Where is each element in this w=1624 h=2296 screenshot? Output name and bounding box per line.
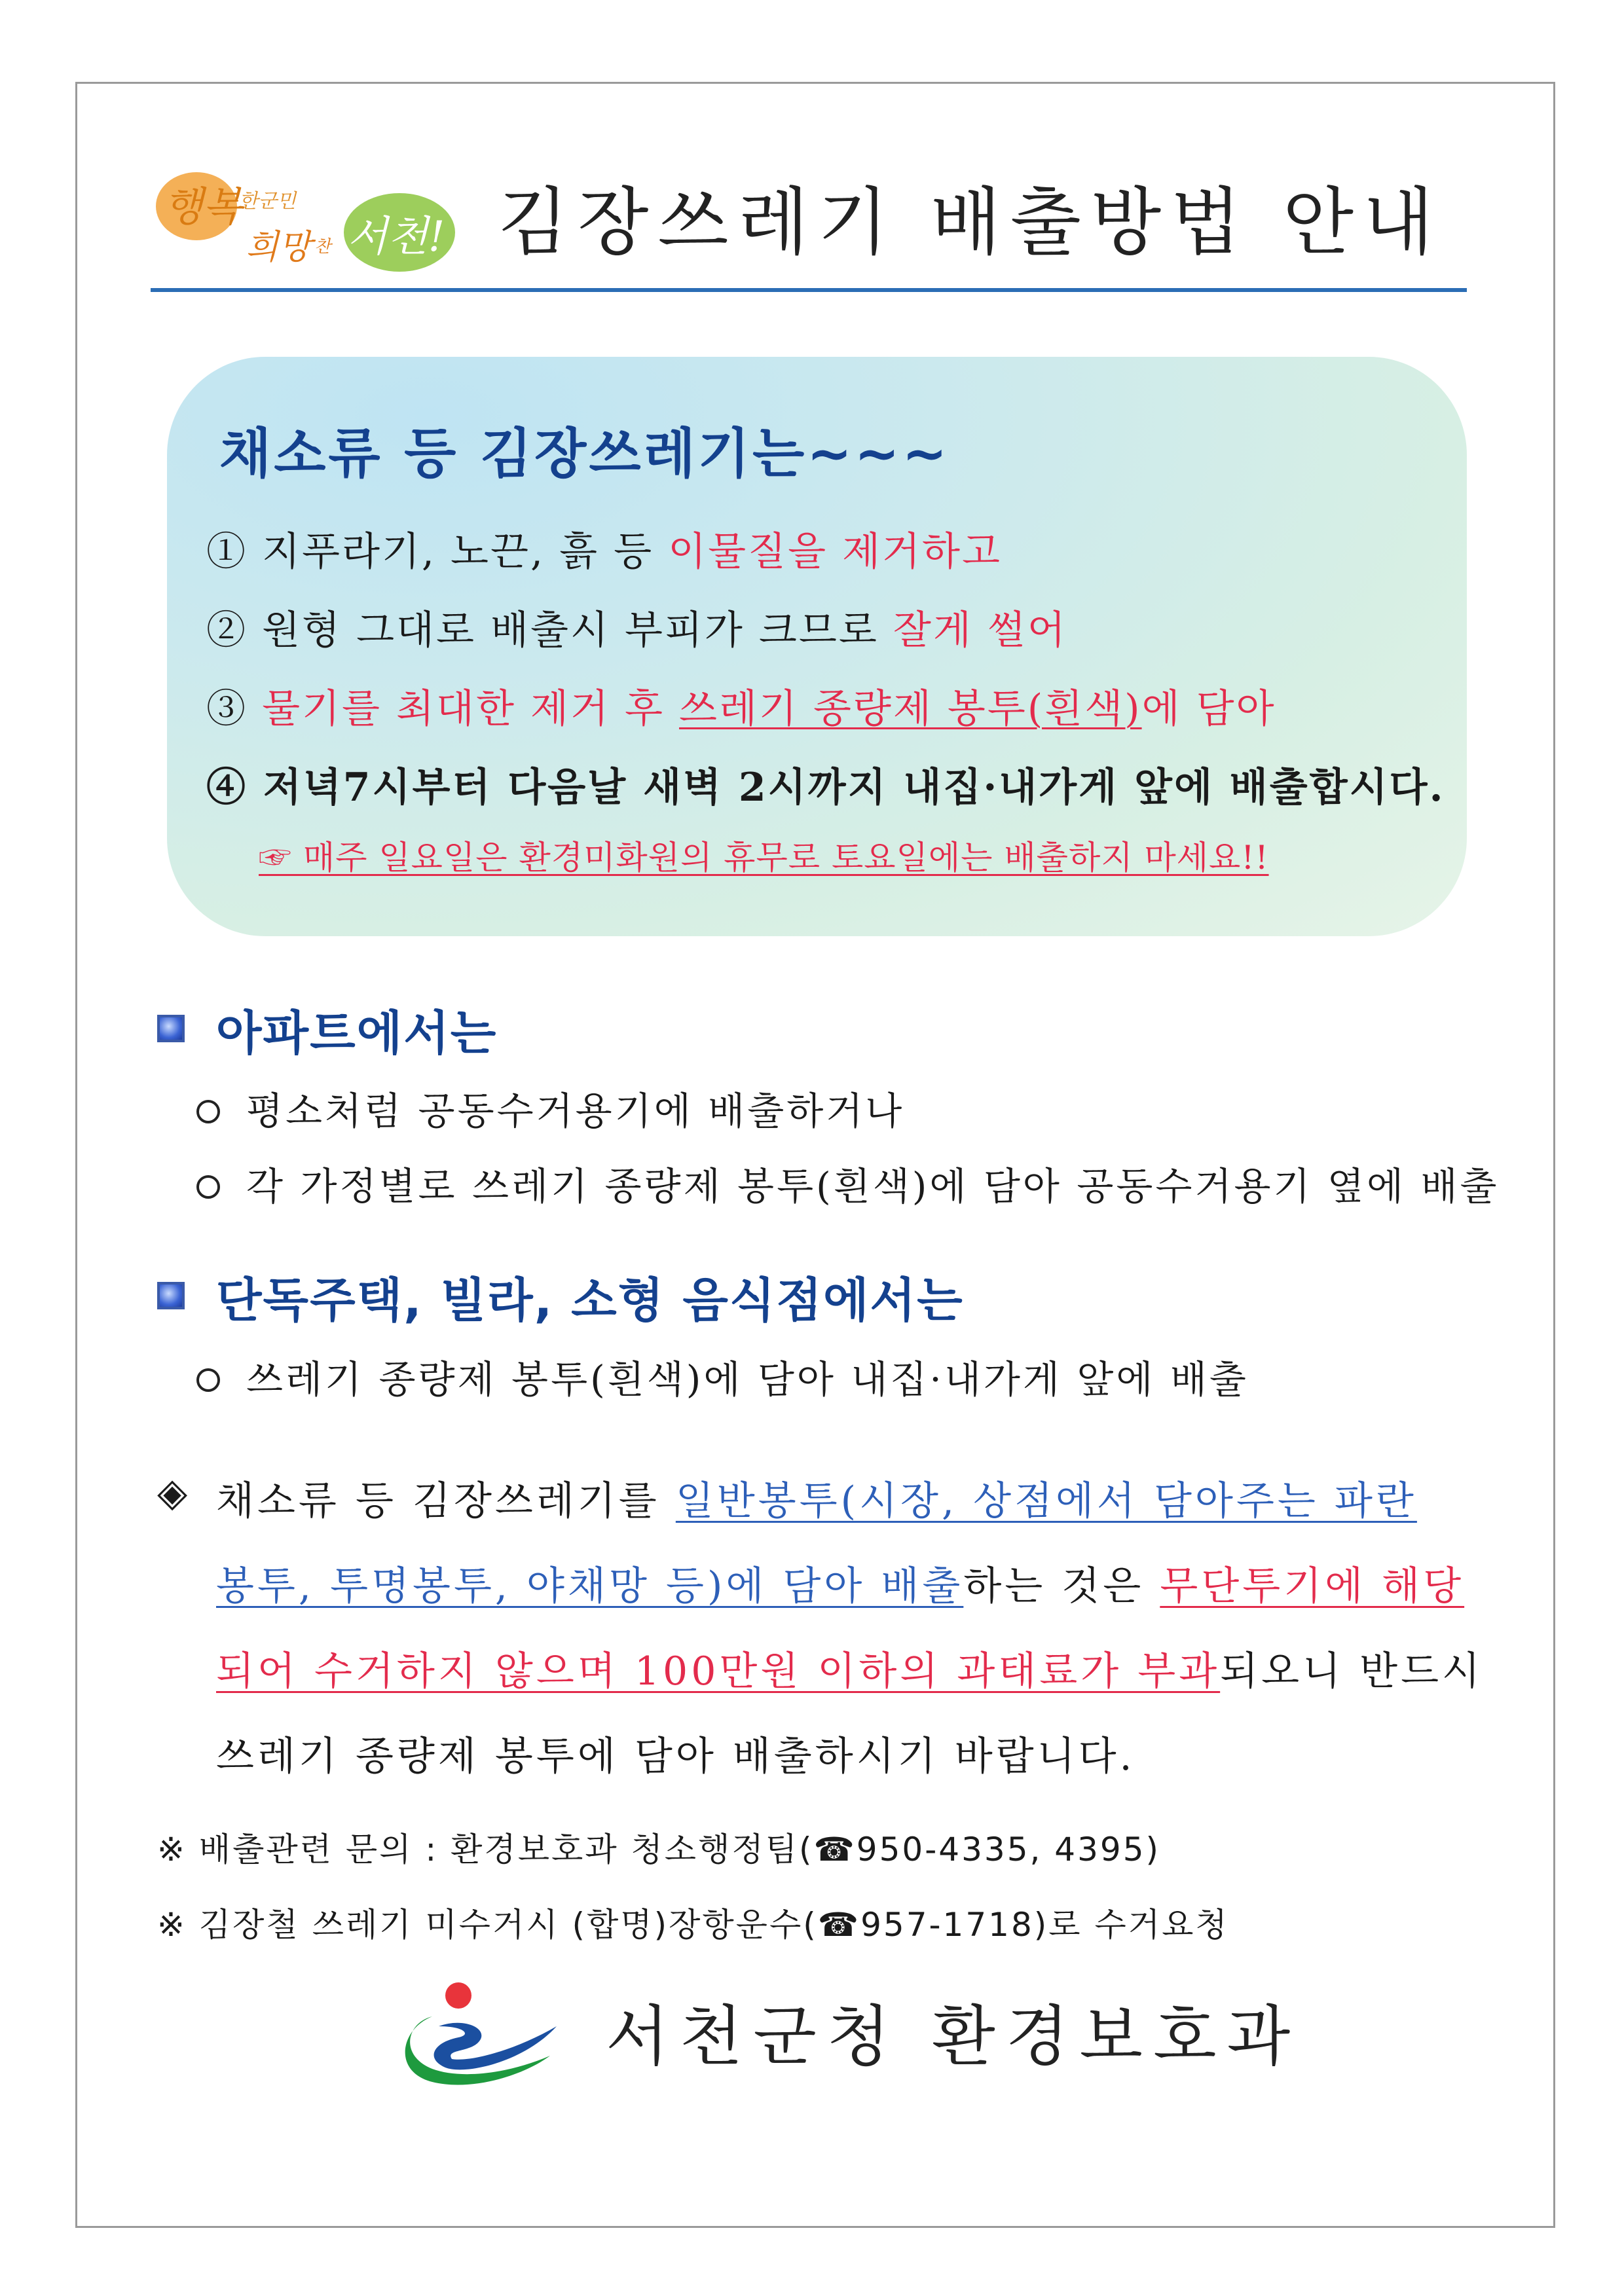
list-item	[196, 1156, 1500, 1211]
warning-line-1	[216, 1470, 1417, 1526]
notice-item-1-text: ① 지푸라기, 노끈, 흙 등	[206, 529, 669, 575]
notice-item-2	[206, 599, 1067, 655]
notice-item-3-highlight-a: 물기를 최대한 제거 후	[262, 686, 680, 732]
collection-note: ※ 김장철 쓰레기 미수거시 (합명)장항운수(☎957-1718)로 수거요청	[157, 1906, 1229, 1944]
title-divider	[151, 288, 1467, 292]
section-title-apartment: 아파트에서는	[216, 1006, 498, 1061]
warning-red-text: 무단투기에 해당	[1160, 1563, 1465, 1609]
list-item-text: 평소처럼 공동수거용기에 배출하거나	[246, 1089, 905, 1133]
list-item-text: 쓰레기 종량제 봉투(흰색)에 담아 내집·내가게 앞에 배출	[246, 1357, 1249, 1402]
contact-note: ※ 배출관련 문의 : 환경보호과 청소행정팀(☎950-4335, 4395)	[157, 1831, 1161, 1868]
warning-text: 되오니 반드시	[1220, 1649, 1483, 1694]
svg-text:행복: 행복	[164, 183, 242, 230]
circle-bullet-icon	[196, 1100, 220, 1123]
notice-item-3-suffix: 에 담아	[1141, 686, 1276, 732]
svg-text:한군민: 한군민	[239, 190, 296, 213]
seocheon-county-logo	[393, 1977, 563, 2092]
circle-bullet-icon	[196, 1175, 220, 1199]
section-title-houses: 단독주택, 빌라, 소형 음식점에서는	[216, 1273, 964, 1328]
notice-item-4: ④ 저녁7시부터 다음날 새벽 2시까지 내집·내가게 앞에 배출합시다.	[206, 765, 1445, 811]
notice-item-3-highlight-b: 쓰레기 종량제 봉투(흰색)	[679, 686, 1142, 732]
list-item	[196, 1080, 904, 1135]
notice-tip: ☞ 매주 일요일은 환경미화원의 휴무로 토요일에는 배출하지 마세요!!	[259, 839, 1269, 877]
organization-name: 서천군청 환경보호과	[606, 1998, 1301, 2075]
page-title: 김장쓰레기 배출방법 안내	[498, 180, 1443, 265]
notice-item-3-text: ③	[206, 686, 263, 732]
svg-text:희망: 희망	[246, 228, 312, 267]
notice-item-1-highlight: 이물질을 제거하고	[668, 529, 1002, 575]
list-item	[196, 1349, 1249, 1404]
section-bullet-icon	[157, 1282, 185, 1309]
circle-bullet-icon	[196, 1368, 220, 1392]
svg-text:찬: 찬	[314, 237, 331, 257]
warning-line-4: 쓰레기 종량제 봉투에 담아 배출하시기 바랍니다.	[216, 1734, 1135, 1779]
warning-blue-text: 일반봉투(시장, 상점에서 담아주는 파란	[675, 1478, 1417, 1524]
notice-heading: 채소류 등 김장쓰레기는~~~	[219, 423, 950, 485]
svg-text:서천!: 서천!	[347, 213, 445, 261]
diamond-bullet-icon: ◈	[157, 1470, 188, 1516]
warning-text: 하는 것은	[963, 1563, 1160, 1609]
warning-blue-text: 봉투, 투명봉투, 야채망 등)에 담아 배출	[216, 1563, 964, 1609]
notice-item-2-text: ② 원형 그대로 배출시 부피가 크므로	[206, 608, 893, 653]
warning-line-2	[216, 1555, 1464, 1611]
notice-item-2-highlight: 잘게 썰어	[893, 608, 1067, 653]
warning-red-text: 되어 수거하지 않으며 100만원 이하의 과태료가 부과	[216, 1649, 1221, 1694]
seocheon-slogan-logo	[151, 167, 458, 282]
section-bullet-icon	[157, 1015, 185, 1042]
notice-item-1	[206, 520, 1002, 577]
warning-line-3	[216, 1640, 1483, 1696]
warning-text: 채소류 등 김장쓰레기를	[216, 1478, 676, 1524]
list-item-text: 각 가정별로 쓰레기 종량제 봉투(흰색)에 담아 공동수거용기 옆에 배출	[246, 1164, 1500, 1209]
notice-item-3	[206, 678, 1276, 734]
